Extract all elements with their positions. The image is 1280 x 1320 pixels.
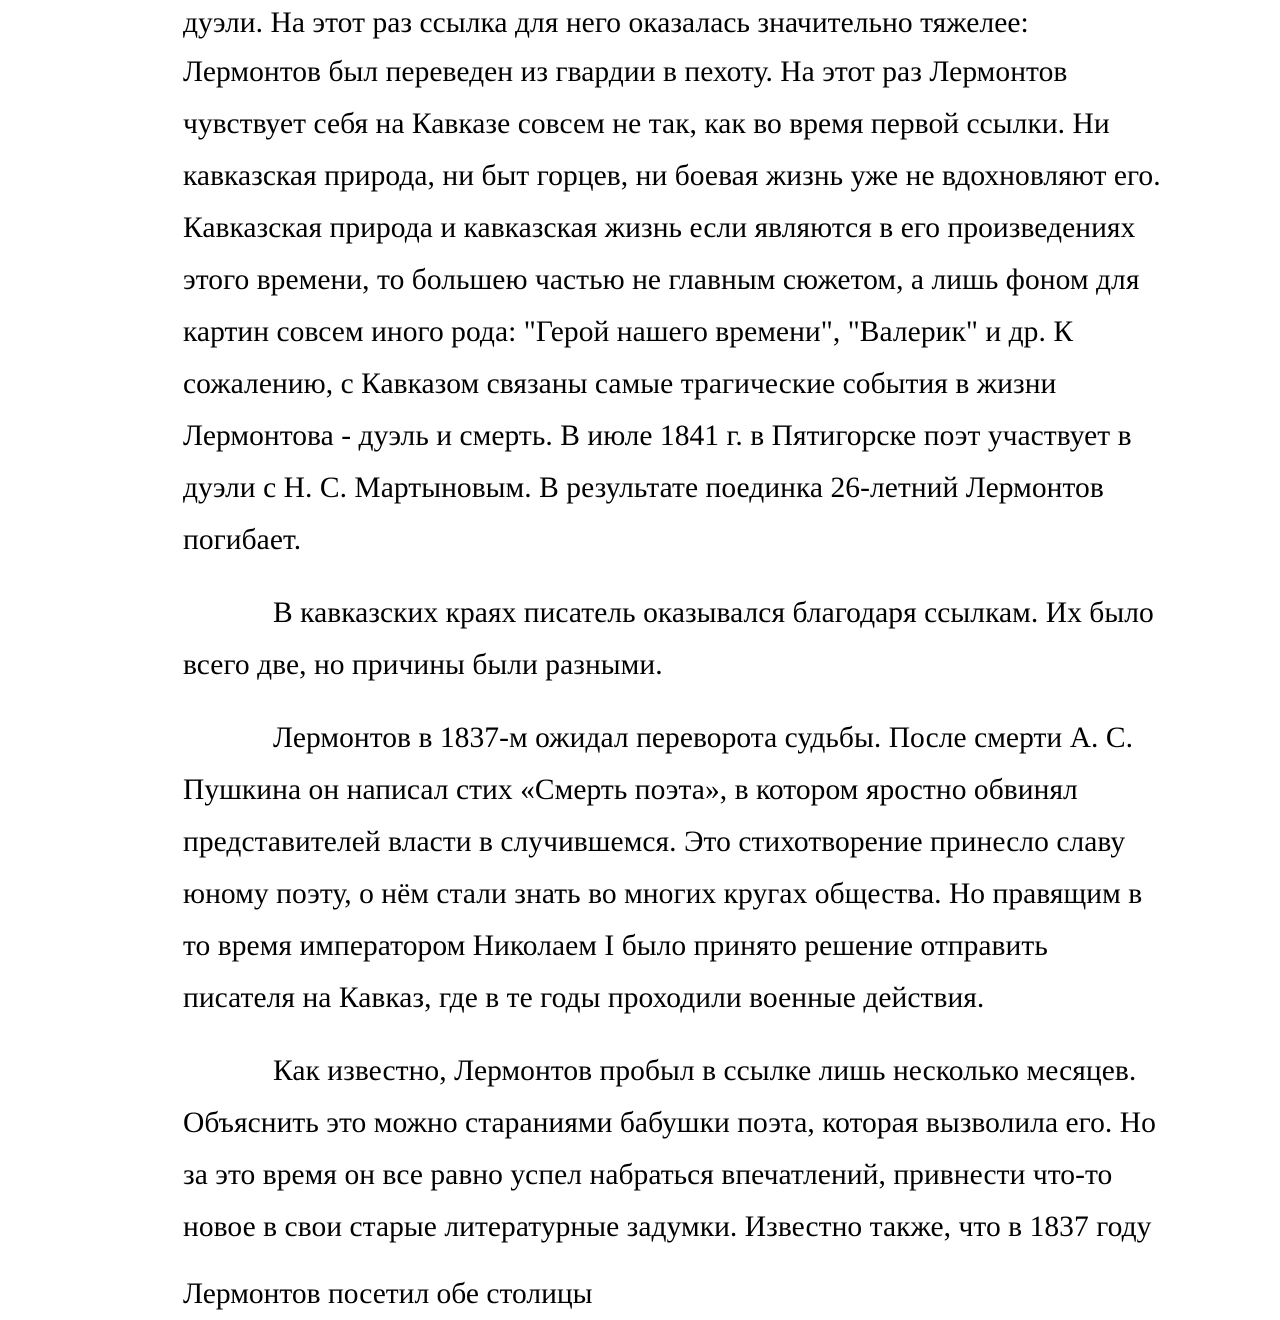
text-line: погибает. — [183, 524, 302, 556]
text-line: представителей власти в случившемся. Это стихотворение принесло славу — [183, 826, 1126, 858]
text-line: В кавказских краях писатель оказывался благодаря ссылкам. Их было — [273, 597, 1154, 629]
text-line-clipped: Лермонтов посетил обе столицы — [183, 1278, 593, 1310]
paragraph-1837 — [183, 712, 1193, 1024]
text-line: юному поэту, о нём стали знать во многих кругах общества. Но правящим в — [183, 878, 1143, 910]
text-line: Как известно, Лермонтов пробыл в ссылке лишь несколько месяцев. — [273, 1055, 1137, 1087]
document-text-column — [183, 0, 1193, 1253]
text-line: новое в свои старые литературные задумки. Известно также, что в 1837 году — [183, 1211, 1152, 1243]
text-line: Объяснить это можно стараниями бабушки поэта, которая вызволила его. Но — [183, 1107, 1156, 1139]
text-line: дуэли. На этот раз ссылка для него оказалась значительно тяжелее: — [183, 7, 1029, 39]
paragraph-continuation — [183, 0, 1193, 566]
clipped-bottom-line-window — [183, 1268, 1193, 1310]
text-line: Кавказская природа и кавказская жизнь если являются в его произведениях — [183, 212, 1136, 244]
text-line: картин совсем иного рода: "Герой нашего времени", "Валерик" и др. К — [183, 316, 1074, 348]
text-line: дуэли с Н. С. Мартыновым. В результате поединка 26-летний Лермонтов — [183, 472, 1104, 504]
text-line: Лермонтов был переведен из гвардии в пехоту. На этот раз Лермонтов — [183, 56, 1068, 88]
text-line: сожалению, с Кавказом связаны самые трагические события в жизни — [183, 368, 1057, 400]
paragraph-exile-duration — [183, 1045, 1193, 1253]
text-line: писателя на Кавказ, где в те годы проходили военные действия. — [183, 982, 985, 1014]
text-line: за это время он все равно успел набраться впечатлений, привнести что-то — [183, 1159, 1113, 1191]
text-line: этого времени, то большею частью не главным сюжетом, а лишь фоном для — [183, 264, 1140, 296]
text-line: Пушкина он написал стих «Смерть поэта», в котором яростно обвинял — [183, 774, 1078, 806]
text-line: чувствует себя на Кавказе совсем не так, как во время первой ссылки. Ни — [183, 108, 1110, 140]
text-line: то время императором Николаем I было принято решение отправить — [183, 930, 1048, 962]
text-line: Лермонтова - дуэль и смерть. В июле 1841 г. в Пятигорске поэт участвует в — [183, 420, 1132, 452]
paragraph-two-exiles — [183, 587, 1193, 691]
text-line: всего две, но причины были разными. — [183, 649, 663, 681]
text-line: Лермонтов в 1837-м ожидал переворота судьбы. После смерти А. С. — [273, 722, 1134, 754]
text-line: кавказская природа, ни быт горцев, ни боевая жизнь уже не вдохновляют его. — [183, 160, 1161, 192]
